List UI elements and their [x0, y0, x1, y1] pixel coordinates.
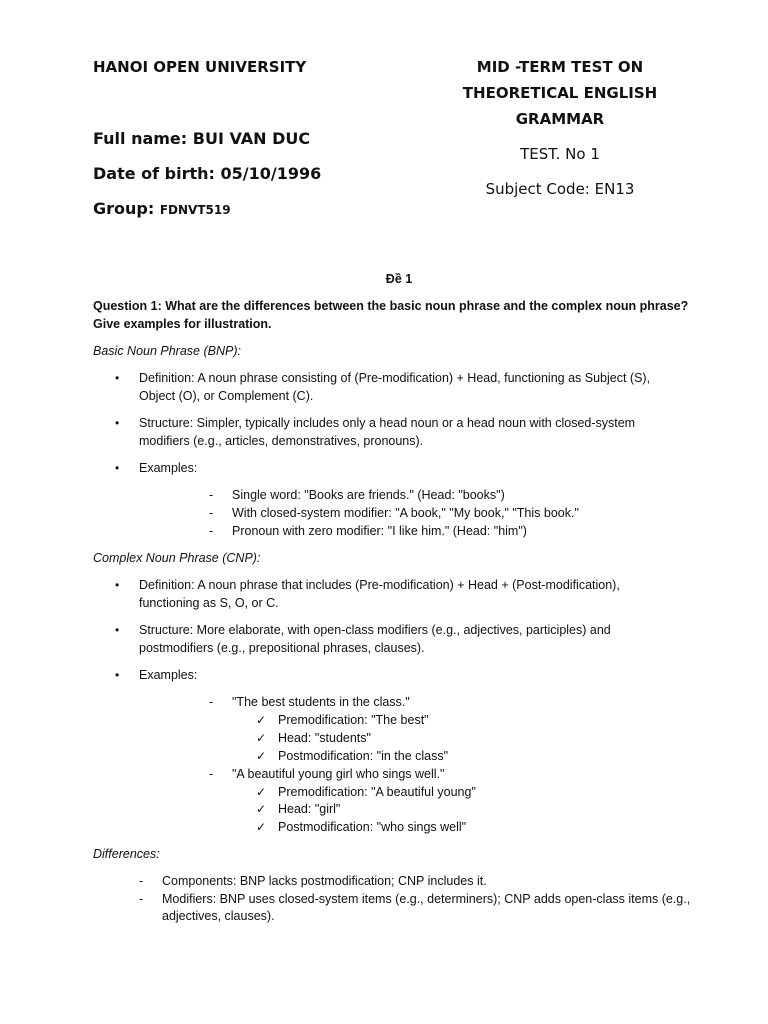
cnp-example1-part: Premodification: "The best"	[278, 713, 429, 727]
check-icon: ✓	[256, 820, 267, 834]
question-line1: Question 1: What are the differences between the basic noun phrase and the complex noun phrase?	[93, 299, 689, 313]
cnp-example2-part: Head: "girl"	[278, 802, 341, 816]
bullet-glyph: •	[115, 578, 120, 592]
bnp-example: With closed-system modifier: "A book," "My book," "This book."	[232, 506, 579, 520]
check-icon: ✓	[256, 785, 267, 799]
check-icon: ✓	[256, 731, 267, 745]
difference-item-continuation: adjectives, clauses).	[162, 909, 275, 923]
cnp-example2-part: Premodification: "A beautiful young"	[278, 785, 476, 799]
dash-glyph: -	[209, 488, 214, 502]
bnp-structure-line1: Structure: Simpler, typically includes only a head noun or a head noun with closed-system	[139, 416, 636, 430]
difference-item: Components: BNP lacks postmodification; CNP includes it.	[162, 874, 487, 888]
bnp-example: Pronoun with zero modifier: "I like him." (Head: "him")	[232, 524, 527, 538]
cnp-structure-line1: Structure: More elaborate, with open-class modifiers (e.g., adjectives, participles) and	[139, 623, 611, 637]
cnp-example2-phrase: "A beautiful young girl who sings well."	[232, 767, 445, 781]
dash-glyph: -	[209, 506, 214, 520]
bullet-glyph: •	[115, 623, 120, 637]
check-icon: ✓	[256, 749, 267, 763]
bnp-heading: Basic Noun Phrase (BNP):	[93, 344, 241, 358]
test-number: TEST. No 1	[520, 145, 600, 163]
bullet-glyph: •	[115, 416, 120, 430]
dash-glyph: -	[209, 767, 214, 781]
full-name-label: Full name:	[93, 129, 193, 148]
subject-code: Subject Code: EN13	[485, 180, 635, 198]
cnp-examples-label: Examples:	[139, 668, 198, 682]
bnp-definition-line2: Object (O), or Complement (C).	[139, 389, 314, 403]
bullet-glyph: •	[115, 371, 120, 385]
group-value: FDNVT519	[159, 203, 231, 217]
cnp-definition-line2: functioning as S, O, or C.	[139, 596, 279, 610]
test-title-line3: GRAMMAR	[515, 110, 605, 128]
cnp-example2-part: Postmodification: "who sings well"	[278, 820, 467, 834]
full-name-line	[93, 129, 310, 148]
dash-glyph: -	[139, 874, 144, 888]
test-title-line2: THEORETICAL ENGLISH	[462, 84, 658, 102]
bnp-examples-label: Examples:	[139, 461, 198, 475]
test-title-line1: MID -TERM TEST ON	[476, 58, 644, 76]
differences-heading: Differences:	[93, 847, 160, 861]
cnp-definition-line1: Definition: A noun phrase that includes (Pre-modification) + Head + (Post-modification),	[139, 578, 620, 592]
cnp-example1-part: Postmodification: "in the class"	[278, 749, 449, 763]
dash-glyph: -	[139, 892, 144, 906]
cnp-example1-phrase: "The best students in the class."	[232, 695, 410, 709]
bnp-example: Single word: "Books are friends." (Head: "books")	[232, 488, 505, 502]
dob-label: Date of birth:	[93, 164, 221, 183]
cnp-example1-part: Head: "students"	[278, 731, 371, 745]
check-icon: ✓	[256, 802, 267, 816]
check-icon: ✓	[256, 713, 267, 727]
section-title: Đề 1	[385, 272, 413, 286]
cnp-structure-line2: postmodifiers (e.g., prepositional phrases, clauses).	[139, 641, 425, 655]
bullet-glyph: •	[115, 668, 120, 682]
full-name-value: BUI VAN DUC	[192, 129, 311, 148]
dob-value: 05/10/1996	[220, 164, 322, 183]
bullet-glyph: •	[115, 461, 120, 475]
dash-glyph: -	[209, 524, 214, 538]
group-line	[93, 199, 231, 218]
bnp-structure-line2: modifiers (e.g., articles, demonstratives, pronouns).	[139, 434, 424, 448]
bnp-definition-line1: Definition: A noun phrase consisting of (Pre-modification) + Head, functioning as Subject (S),	[139, 371, 651, 385]
dob-line	[93, 164, 321, 183]
dash-glyph: -	[209, 695, 214, 709]
university-name: HANOI OPEN UNIVERSITY	[93, 58, 307, 76]
cnp-heading: Complex Noun Phrase (CNP):	[93, 551, 261, 565]
group-label: Group:	[93, 199, 160, 218]
question-line2: Give examples for illustration.	[93, 317, 272, 331]
difference-item: Modifiers: BNP uses closed-system items (e.g., determiners); CNP adds open-class items (e.g.,	[162, 892, 691, 906]
